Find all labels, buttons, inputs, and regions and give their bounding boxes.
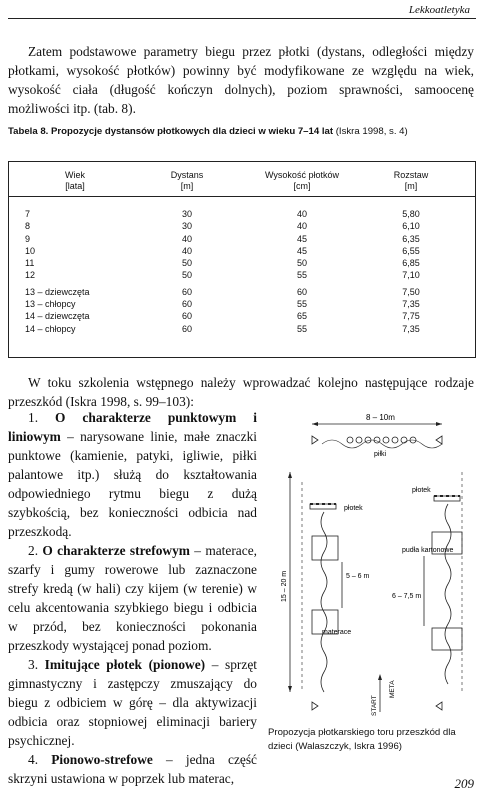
table-cell: 7,75	[402, 311, 420, 322]
balls-label: piłki	[374, 451, 387, 458]
page-header-title: Lekkoatletyka	[408, 4, 470, 16]
header-rule	[8, 18, 476, 19]
table-cell: 7,35	[402, 323, 420, 334]
table-caption-source: (Iskra 1998, s. 4)	[333, 126, 408, 137]
table-caption-bold: Tabela 8. Propozycje dystansów płotkowych dla dzieci w wieku 7–14 lat	[8, 126, 334, 137]
start-label: START	[371, 695, 378, 716]
list-item-3: 3. Imitujące płotek (pionowe) – sprzęt gimnastyczny i zastępczy zmuszający do biegu z odbiciem w górę – dla aktywizacji odbicia oraz stopniowej eliminacji bariery psychicznej.	[8, 657, 257, 748]
header-age: Wiek [lata]	[65, 170, 85, 191]
table-caption	[8, 126, 478, 137]
table-cell: 60	[296, 286, 307, 297]
table-cell: 8	[25, 221, 31, 232]
run-path-right	[445, 504, 451, 684]
table-cell: 14 – chłopcy	[25, 323, 76, 334]
body-intro: W toku szkolenia wstępnego należy wprowadzać kolejno następujące rodzaje przeszkód (Iskra 1998, s. 99–103):	[8, 375, 474, 409]
width-label: 8 – 10m	[366, 413, 395, 422]
list-item-2: 2. O charakterze strefowym – materace, szarfy i gumy rowerowe lub zaznaczone strefy kredą (w hali) czy kijem (w terenie) w celu akcentowania szybkiego biegu i odbicia w przód, bez konieczności pokonania przeszkody wystającej ponad poziom.	[8, 543, 257, 653]
length-label: 15 – 20 m	[281, 570, 288, 602]
table-cell: 6,35	[402, 233, 420, 244]
table-cell: 13 – dziewczęta	[25, 286, 90, 297]
page-number: 209	[454, 776, 474, 791]
table-cell: 30	[181, 209, 192, 219]
obstacle-course-diagram	[262, 412, 478, 718]
table-cell: 40	[296, 209, 307, 219]
spacing2-label: 6 – 7,5 m	[392, 593, 422, 600]
boxes-lower	[432, 628, 462, 650]
balls-row	[347, 437, 416, 443]
table-cell: 60	[181, 299, 192, 310]
spacing1-label: 5 – 6 m	[346, 573, 370, 580]
header-height: Wysokość płotków [cm]	[265, 170, 339, 191]
table-cell: 50	[181, 270, 192, 281]
table-cell: 7,35	[402, 299, 420, 310]
table-cell: 55	[296, 270, 307, 281]
table-cell: 50	[181, 258, 192, 269]
column-age	[25, 208, 90, 335]
table-cell: 7,50	[402, 286, 420, 297]
table-cell: 11	[25, 258, 35, 269]
table-cell: 5,80	[402, 209, 420, 219]
table-cell: 40	[181, 233, 192, 244]
finish-label: META	[389, 680, 396, 698]
header-spacing: Rozstaw [m]	[393, 170, 429, 191]
table-cell: 6,10	[402, 221, 420, 232]
table-cell: 14 – dziewczęta	[25, 311, 90, 322]
table-cell: 45	[296, 233, 307, 244]
mats-label: materace	[322, 629, 352, 636]
table-cell: 55	[296, 323, 307, 334]
distances-table	[8, 161, 476, 358]
column-spacing	[381, 208, 441, 335]
table-cell: 13 – chłopcy	[25, 299, 76, 310]
table-header	[9, 162, 475, 197]
list-item-4: 4. Pionowo-strefowe – jedna część skrzyni ustawiona w poprzek lub materac,	[8, 752, 257, 786]
table-cell: 45	[296, 245, 307, 256]
list-item-1: 1. O charakterze punktowym i liniowym – narysowane linie, małe znaczki punktowe (kamienie, patyki, igliwie, piłki palantowe itp.) służą do kształtowania odpowiedniego rytmu biegu z dużą szybkością, bez konieczności odbicia nad przeszkodą.	[8, 410, 257, 539]
table-cell: 50	[296, 258, 307, 269]
table-cell: 65	[296, 311, 307, 322]
table-cell: 55	[296, 299, 307, 310]
boxes-label: pudła kartonowe	[402, 547, 454, 554]
table-cell: 40	[296, 221, 307, 232]
column-distance	[157, 208, 217, 335]
column-height	[272, 208, 332, 335]
intro-paragraph: Zatem podstawowe parametry biegu przez płotki (dystans, odległości między płotkami, wysokość płotków) powinny być modyfikowane ze względu na wiek, wysokość ciała (długość kończyn dolnych), poziom sprawności, samoocenę możliwości itp. (tab. 8).	[8, 44, 474, 116]
header-distance: Dystans [m]	[170, 170, 204, 191]
run-path-left	[321, 512, 327, 692]
table-cell: 60	[181, 311, 192, 322]
hurdle-left-label: płotek	[344, 505, 363, 512]
table-cell: 12	[25, 270, 36, 281]
table-cell: 30	[181, 221, 192, 232]
mat-upper	[312, 536, 338, 560]
table-cell: 7	[25, 209, 31, 219]
table-cell: 60	[181, 286, 192, 297]
table-cell: 10	[25, 245, 36, 256]
table-cell: 7,10	[402, 270, 420, 281]
table-cell: 40	[181, 245, 192, 256]
hurdle-right-label: płotek	[412, 487, 431, 494]
figure-caption: Propozycja płotkarskiego toru przeszkód dla dzieci (Walaszczyk, Iskra 1996)	[268, 727, 456, 752]
obstacle-list	[8, 408, 257, 788]
table-cell: 9	[25, 233, 31, 244]
table-cell: 6,85	[402, 258, 420, 269]
table-cell: 6,55	[402, 245, 420, 256]
table-cell: 60	[181, 323, 192, 334]
